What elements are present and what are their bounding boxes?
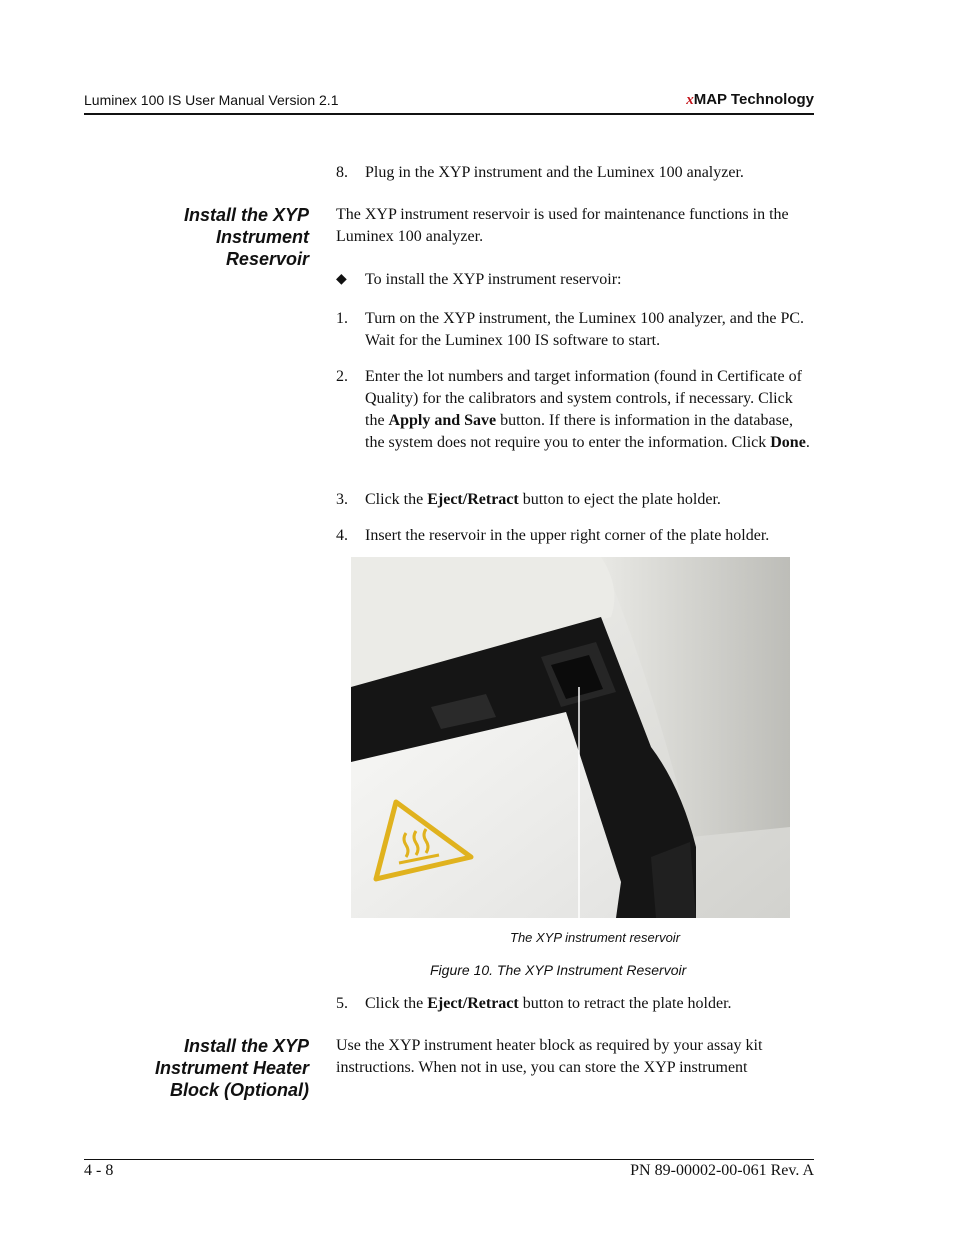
heading-line: Block (Optional)	[170, 1080, 309, 1100]
header-rule	[84, 113, 814, 115]
step-2-text: Enter the lot numbers and target information (found in Certificate of Quality) for the calibrators and system controls, if necessary. Click the Apply and Save button. If there is information in the database, the system does not require you to enter the information. Click Done.	[365, 368, 810, 451]
step-8-number: 8.	[336, 164, 348, 181]
step-1-text: Turn on the XYP instrument, the Luminex 100 analyzer, and the PC. Wait for the Luminex 100 IS software to start.	[365, 310, 805, 349]
retract-label: Retract	[467, 491, 519, 508]
footer-rule	[84, 1159, 814, 1160]
heading-line: Instrument Heater	[154, 1058, 309, 1078]
eject-label: Eject	[427, 995, 463, 1012]
page-number: 4 - 8	[84, 1162, 114, 1179]
section-heading-heater-block	[109, 1035, 309, 1101]
reservoir-intro: The XYP instrument reservoir is used for maintenance functions in the Luminex 100 analyzer.	[336, 206, 789, 245]
heading-line: Reservoir	[225, 249, 309, 269]
heading-line: Install the XYP	[183, 1036, 309, 1056]
heater-block-intro: Use the XYP instrument heater block as required by your assay kit instructions. When not in use, you can store the XYP instrument	[336, 1037, 763, 1076]
step-3-text: Click the Eject/Retract button to eject the plate holder.	[365, 491, 721, 508]
header-x: x	[686, 92, 694, 108]
done-label: Done	[770, 434, 806, 451]
figure-caption: Figure 10. The XYP Instrument Reservoir	[430, 962, 687, 978]
step-4-number: 4.	[336, 527, 348, 544]
step-1-number: 1.	[336, 310, 348, 327]
header-technology	[686, 91, 814, 109]
step-4-text: Insert the reservoir in the upper right corner of the plate holder.	[365, 527, 770, 544]
reservoir-photo-illustration	[351, 557, 790, 918]
step-5-number: 5.	[336, 995, 348, 1012]
step-8-text: Plug in the XYP instrument and the Luminex 100 analyzer.	[365, 164, 744, 181]
part-number: PN 89-00002-00-061 Rev. A	[630, 1162, 814, 1179]
eject-label: Eject	[427, 491, 463, 508]
apply-and-save-label: Apply and Save	[388, 412, 497, 429]
figure-callout-label: The XYP instrument reservoir	[510, 930, 681, 945]
heading-line: Instrument	[215, 227, 309, 247]
heading-line: Install the XYP	[183, 205, 309, 225]
procedure-title: To install the XYP instrument reservoir:	[365, 271, 622, 288]
step-5-text: Click the Eject/Retract button to retract the plate holder.	[365, 995, 732, 1012]
header-map-technology: MAP Technology	[693, 91, 814, 108]
diamond-bullet-icon: ◆	[336, 272, 347, 287]
header-manual-title: Luminex 100 IS User Manual Version 2.1	[84, 92, 339, 108]
section-heading-reservoir	[109, 204, 309, 270]
retract-label: Retract	[467, 995, 519, 1012]
step-2-number: 2.	[336, 368, 348, 385]
reservoir-photo	[351, 557, 790, 918]
step-3-number: 3.	[336, 491, 348, 508]
